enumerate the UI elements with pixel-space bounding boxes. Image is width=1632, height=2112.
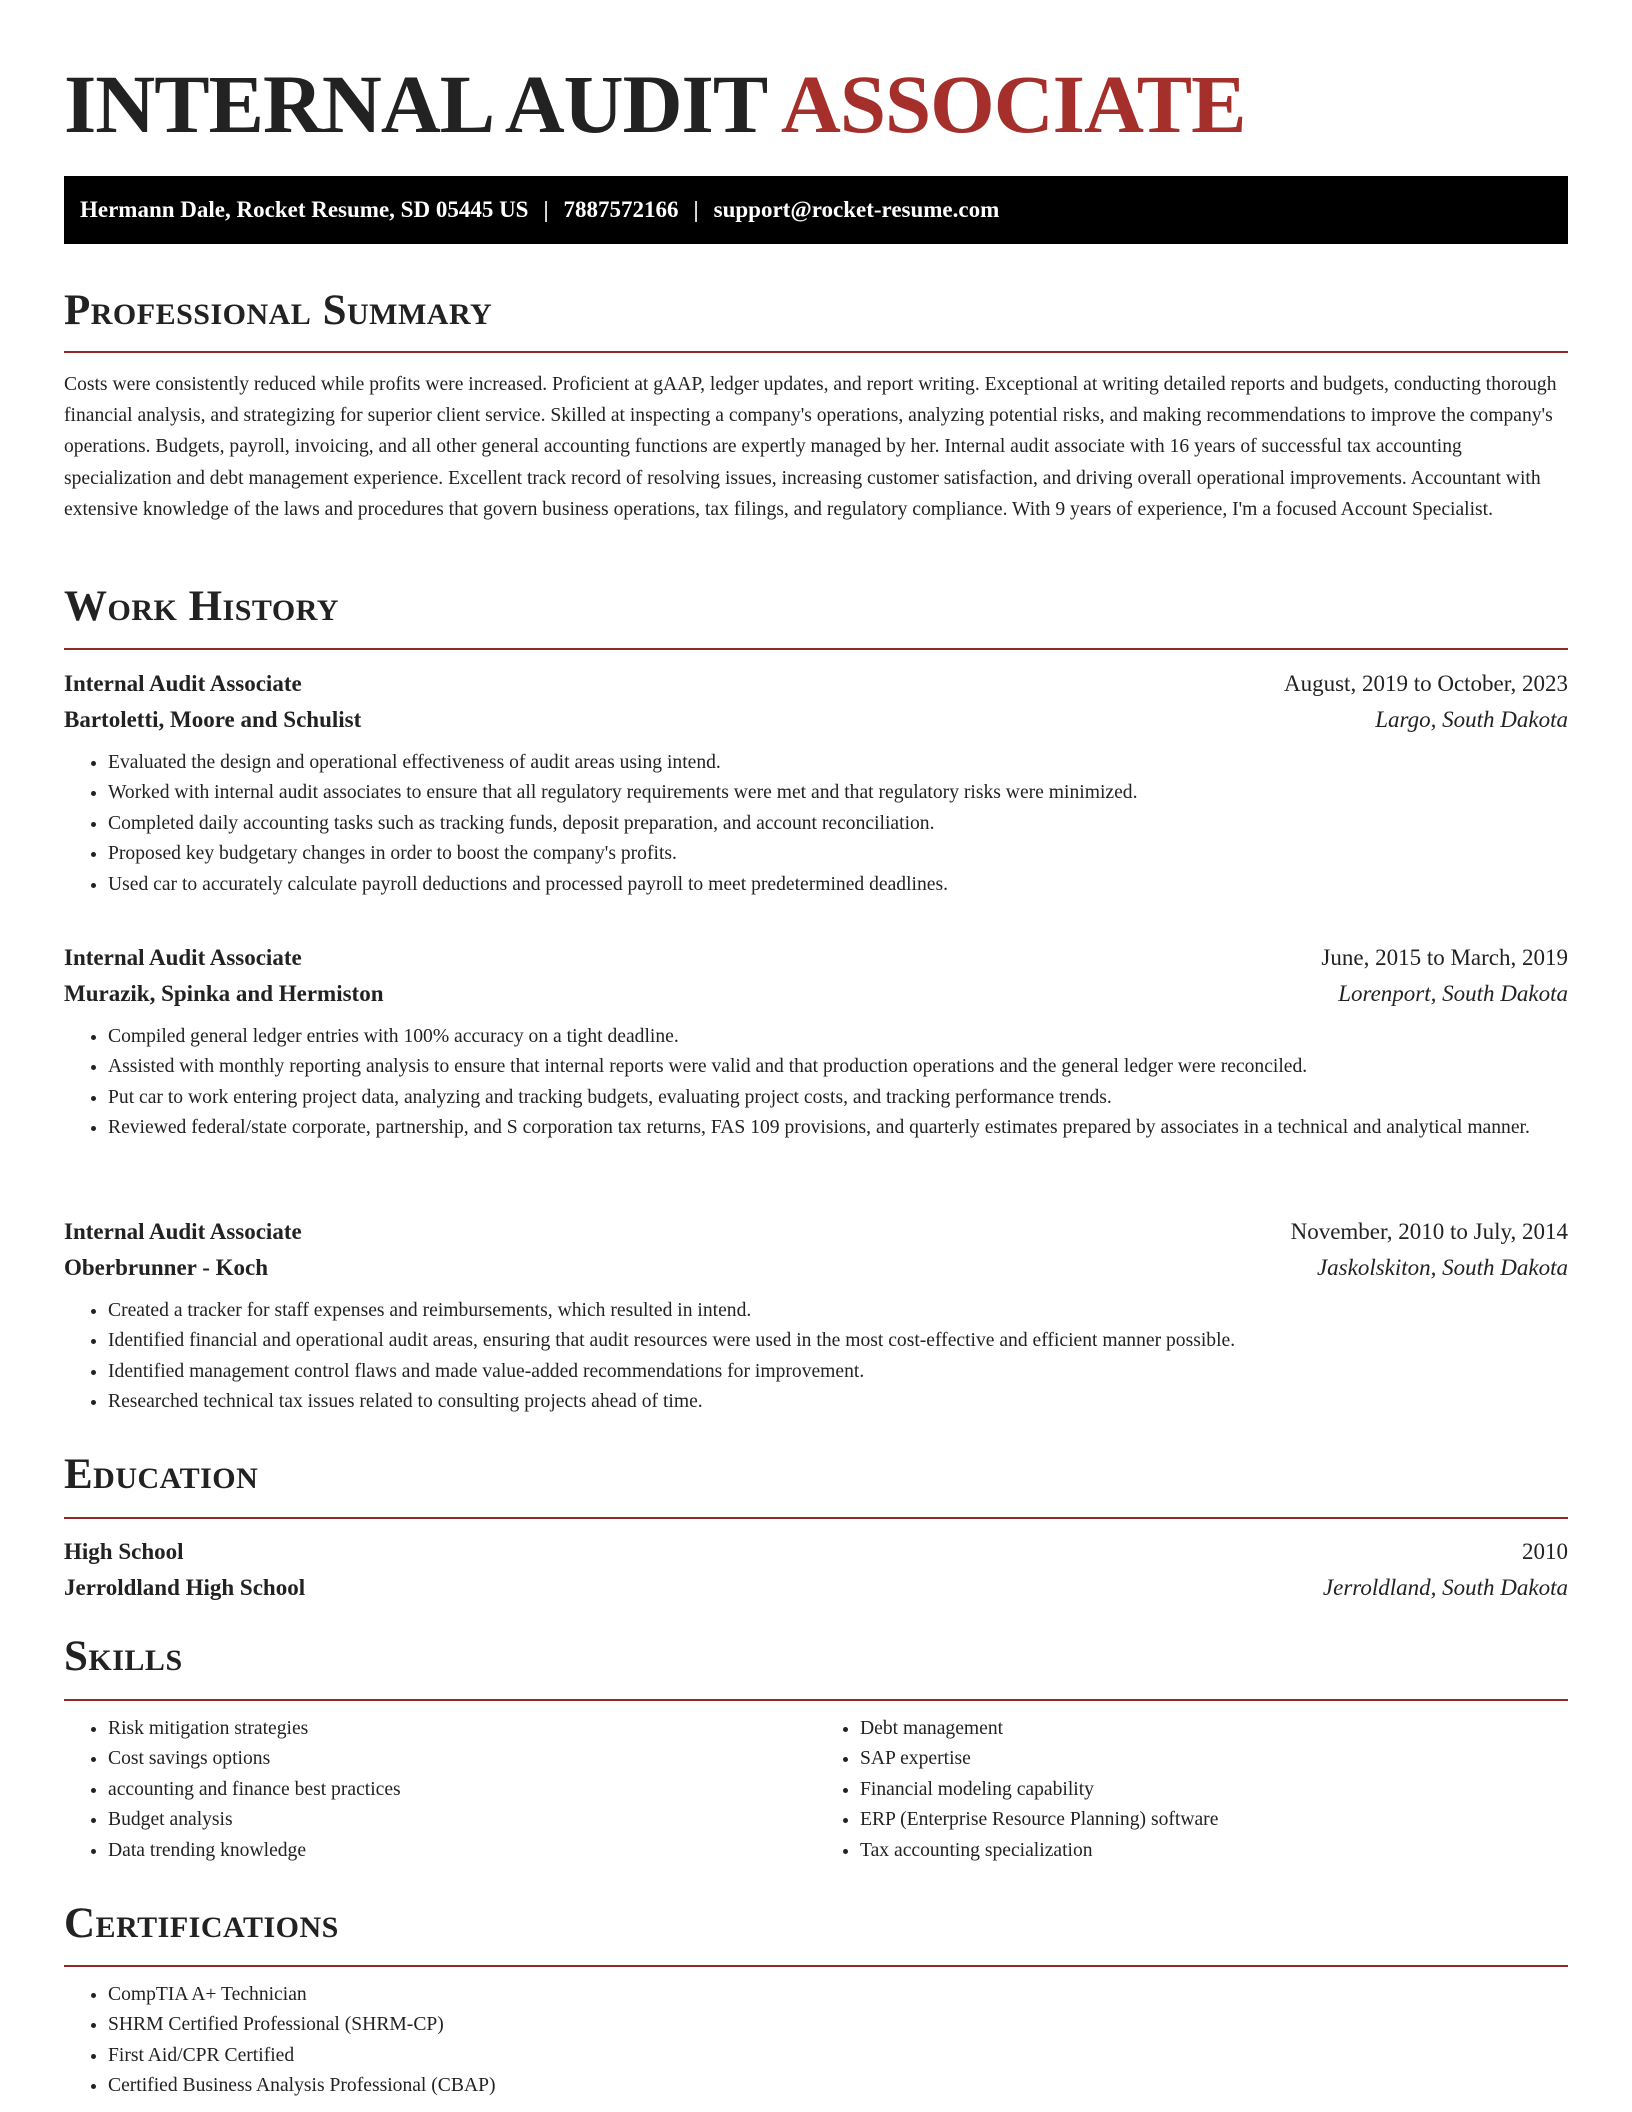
- bullet-item: • Identified management control flaws and made value-added recommendations for improvement.: [108, 1357, 1568, 1387]
- summary-heading: [64, 286, 1568, 353]
- certifications-list: [64, 1980, 1568, 2102]
- job-location: Lorenport, South Dakota: [1338, 981, 1568, 1006]
- job-dates: June, 2015 to March, 2019: [1321, 945, 1568, 970]
- education-heading: [64, 1450, 1568, 1519]
- title-role: INTERNAL AUDIT: [64, 58, 766, 150]
- skill-item: • Budget analysis: [108, 1805, 816, 1835]
- job-entry: [64, 666, 1568, 900]
- job-bullets: [64, 1022, 1568, 1144]
- certification-item: • Certified Business Analysis Professional (CBAP): [108, 2071, 1568, 2101]
- certification-item: • First Aid/CPR Certified: [108, 2041, 1568, 2071]
- company-name: Murazik, Spinka and Hermiston: [64, 981, 384, 1006]
- job-location: Largo, South Dakota: [1375, 707, 1568, 732]
- title-level: ASSOCIATE: [780, 58, 1246, 150]
- contact-bar: [64, 176, 1568, 244]
- job-dates: November, 2010 to July, 2014: [1290, 1219, 1568, 1244]
- section-title: Skills: [64, 1633, 183, 1680]
- skill-item: • SAP expertise: [860, 1744, 1568, 1774]
- degree: High School: [64, 1539, 184, 1564]
- bullet-item: • Assisted with monthly reporting analysis to ensure that internal reports were valid and that production operations and the general ledger were reconciled.: [108, 1052, 1568, 1082]
- skill-item: • Cost savings options: [108, 1744, 816, 1774]
- bullet-item: • Evaluated the design and operational effectiveness of audit areas using intend.: [108, 748, 1568, 778]
- job-bullets: [64, 748, 1568, 900]
- bullet-item: • Researched technical tax issues related to consulting projects ahead of time.: [108, 1387, 1568, 1417]
- work-history-heading: [64, 582, 1568, 650]
- job-title: Internal Audit Associate: [64, 1219, 302, 1244]
- skills-heading: [64, 1632, 1568, 1701]
- skills-column-left: [64, 1714, 816, 1866]
- bullet-item: • Compiled general ledger entries with 100% accuracy on a tight deadline.: [108, 1022, 1568, 1052]
- bullet-item: • Proposed key budgetary changes in order to boost the company's profits.: [108, 839, 1568, 869]
- contact-separator: |: [543, 197, 549, 222]
- section-title: Certifications: [64, 1900, 339, 1947]
- school-location: Jerroldland, South Dakota: [1322, 1575, 1568, 1600]
- section-title: Work History: [64, 583, 339, 630]
- skills-list: [64, 1714, 1568, 1866]
- skill-item: • Debt management: [860, 1714, 1568, 1744]
- skill-item: • Data trending knowledge: [108, 1836, 816, 1866]
- job-location: Jaskolskiton, South Dakota: [1316, 1255, 1568, 1280]
- bullet-item: • Used car to accurately calculate payroll deductions and processed payroll to meet predetermined deadlines.: [108, 870, 1568, 900]
- job-dates: August, 2019 to October, 2023: [1284, 671, 1568, 696]
- bullet-item: • Put car to work entering project data, analyzing and tracking budgets, evaluating project costs, and tracking performance trends.: [108, 1083, 1568, 1113]
- resume-title: [64, 54, 1245, 154]
- certification-item: • SHRM Certified Professional (SHRM-CP): [108, 2010, 1568, 2040]
- bullet-item: • Worked with internal audit associates to ensure that all regulatory requirements were met and that regulatory risks were minimized.: [108, 778, 1568, 808]
- contact-phone: 7887572166: [563, 197, 679, 222]
- section-title: Education: [64, 1451, 259, 1498]
- contact-separator: |: [693, 197, 699, 222]
- bullet-item: • Identified financial and operational audit areas, ensuring that audit resources were used in the most cost-effective and efficient manner possible.: [108, 1326, 1568, 1356]
- section-title: Professional Summary: [64, 287, 493, 334]
- skill-item: • Tax accounting specialization: [860, 1836, 1568, 1866]
- skills-column-right: [816, 1714, 1568, 1866]
- certifications-bullets: [64, 1980, 1568, 2102]
- bullet-item: • Created a tracker for staff expenses and reimbursements, which resulted in intend.: [108, 1296, 1568, 1326]
- bullet-item: • Completed daily accounting tasks such as tracking funds, deposit preparation, and account reconciliation.: [108, 809, 1568, 839]
- graduation-year: 2010: [1522, 1539, 1568, 1564]
- skill-item: • Risk mitigation strategies: [108, 1714, 816, 1744]
- company-name: Oberbrunner - Koch: [64, 1255, 269, 1280]
- certification-item: • CompTIA A+ Technician: [108, 1980, 1568, 2010]
- job-title: Internal Audit Associate: [64, 945, 302, 970]
- education-entry: [64, 1534, 1568, 1606]
- skill-item: • accounting and finance best practices: [108, 1775, 816, 1805]
- contact-address: Hermann Dale, Rocket Resume, SD 05445 US: [80, 197, 529, 222]
- summary-text: Costs were consistently reduced while profits were increased. Proficient at gAAP, ledger updates, and report writing. Exceptional at writing detailed reports and budgets, conducting thorough financial analysis, and strategizing for superior client service. Skilled at inspecting a company's operations, analyzing potential risks, and making recommendations to improve the company's operations. Budgets, payroll, invoicing, and all other general accounting functions are expertly managed by her. Internal audit associate with 16 years of successful tax accounting specialization and debt management experience. Excellent track record of resolving issues, increasing customer satisfaction, and driving overall operational improvements. Accountant with extensive knowledge of the laws and procedures that govern business operations, tax filings, and regulatory compliance. With 9 years of experience, I'm a focused Account Specialist.: [64, 374, 1557, 520]
- bullet-item: • Reviewed federal/state corporate, partnership, and S corporation tax returns, FAS 109 provisions, and quarterly estimates prepared by associates in a technical and analytical manner.: [108, 1113, 1568, 1143]
- skill-item: • ERP (Enterprise Resource Planning) software: [860, 1805, 1568, 1835]
- company-name: Bartoletti, Moore and Schulist: [64, 707, 362, 732]
- school-name: Jerroldland High School: [64, 1575, 306, 1600]
- job-entry: [64, 1214, 1568, 1418]
- job-entry: [64, 940, 1568, 1144]
- job-bullets: [64, 1296, 1568, 1418]
- skill-item: • Financial modeling capability: [860, 1775, 1568, 1805]
- contact-email: support@rocket-resume.com: [713, 197, 1000, 222]
- job-title: Internal Audit Associate: [64, 671, 302, 696]
- certifications-heading: [64, 1899, 1568, 1967]
